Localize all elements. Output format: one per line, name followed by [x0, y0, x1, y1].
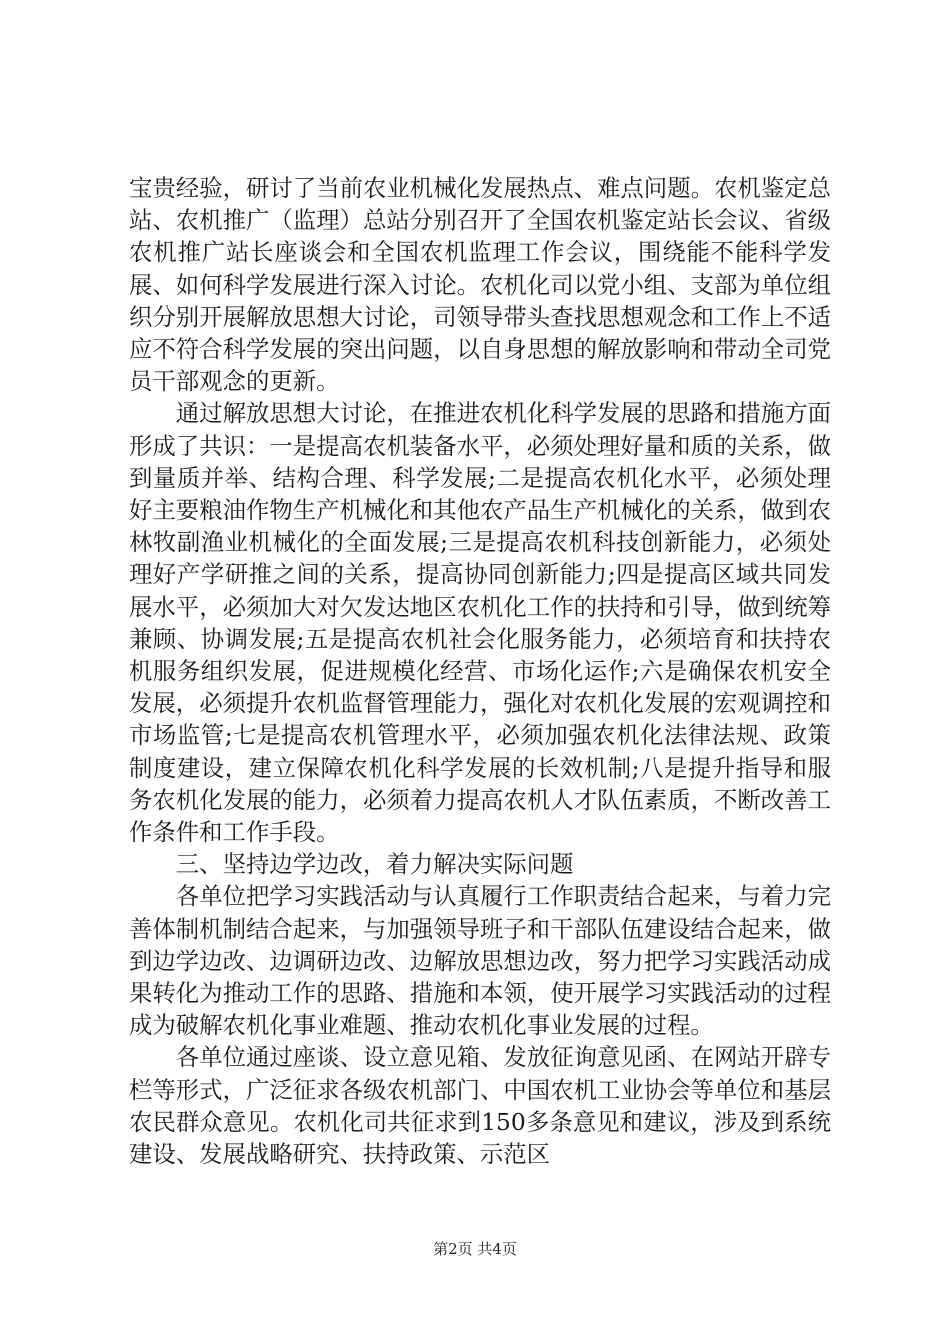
paragraph-3: 各单位把学习实践活动与认真履行工作职责结合起来，与着力完善体制机制结合起来，与加强领导班子和干部队伍建设结合起来，做到边学边改、边调研边改、边解放思想边改，努力把学习实践活动成果转化为推动工作的思路、措施和本领，使开展学习实践活动的过程成为破解农机化事业难题、推动农机化事业发展的过程。 — [129, 882, 831, 1040]
paragraph-2: 通过解放思想大讨论，在推进农机化科学发展的思路和措施方面形成了共识：一是提高农机装备水平，必须处理好量和质的关系，做到量质并举、结构合理、科学发展;二是提高农机化水平，必须处理好主要粮油作物生产机械化和其他农产品生产机械化的关系，做到农林牧副渔业机械化的全面发展;三是提高农机科技创新能力，必须处理好产学研推之间的关系，提高协同创新能力;四是提高区域共同发展水平，必须加大对欠发达地区农机化工作的扶持和引导，做到统筹兼顾、协调发展;五是提高农机社会化服务能力，必须培育和扶持农机服务组织发展，促进规模化经营、市场化运作;六是确保农机安全发展，必须提升农机监督管理能力，强化对农机化发展的宏观调控和市场监管;七是提高农机管理水平，必须加强农机化法律法规、政策制度建设，建立保障农机化科学发展的长效机制;八是提升指导和服务农机化发展的能力，必须着力提高农机人才队伍素质，不断改善工作条件和工作手段。 — [129, 399, 831, 847]
paragraph-4: 各单位通过座谈、设立意见箱、发放征询意见函、在网站开辟专栏等形式，广泛征求各级农机部门、中国农机工业协会等单位和基层农民群众意见。农机化司共征求到150多条意见和建议，涉及到系统建设、发展战略研究、扶持政策、示范区 — [129, 1043, 831, 1169]
page-footer: 第2页 共4页 — [433, 1240, 517, 1258]
document-body — [129, 172, 831, 1170]
section-heading: 三、坚持边学边改，着力解决实际问题 — [175, 850, 574, 879]
paragraph-1: 宝贵经验，研讨了当前农业机械化发展热点、难点问题。农机鉴定总站、农机推广（监理）总站分别召开了全国农机鉴定站长会议、省级农机推广站长座谈会和全国农机监理工作会议，围绕能不能科学发展、如何科学发展进行深入讨论。农机化司以党小组、支部为单位组织分别开展解放思想大讨论，司领导带头查找思想观念和工作上不适应不符合科学发展的突出问题，以自身思想的解放影响和带动全司党员干部观念的更新。 — [129, 174, 831, 396]
